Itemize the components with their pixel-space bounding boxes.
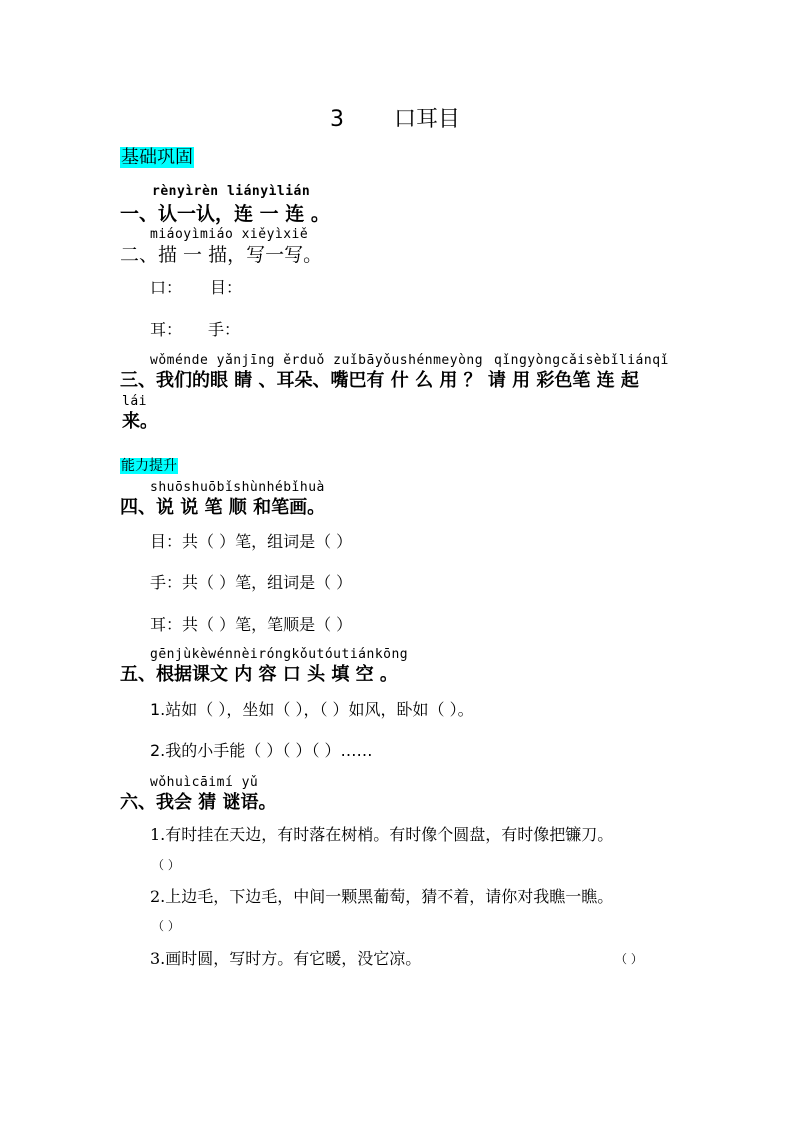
q2-blank-mu: 目： — [210, 278, 243, 297]
q3-pinyin-b: qǐngyòngcǎisèbǐliánqǐ — [494, 353, 669, 368]
lesson-title: 口耳目 — [394, 107, 461, 132]
q4-line-mu: 目：共（ ）笔，组词是（ ） — [150, 532, 353, 551]
page-title — [330, 102, 460, 133]
q4-line-shou: 手：共（ ）笔，组词是（ ） — [150, 573, 353, 592]
q6-heading: 六、我会 猜 谜语。 — [120, 792, 277, 813]
q3-pinyin-c: lái — [122, 394, 147, 409]
section-basic-text: 基础巩固 — [121, 147, 193, 168]
riddle-1-answer-blank: （ ） — [152, 858, 180, 872]
q6-pinyin: wǒhuìcāimí yǔ — [150, 775, 259, 790]
q4-heading: 四、说 说 笔 顺 和笔画。 — [120, 497, 326, 518]
lesson-number: 3 — [330, 107, 344, 132]
q5-heading: 五、根据课文 内 容 口 头 填 空 。 — [120, 664, 398, 685]
q5-line-2: 2.我的小手能（ ）（ ）（ ）…… — [150, 741, 373, 760]
q2-pinyin: miáoyìmiáo xiěyìxiě — [150, 227, 309, 242]
q4-pinyin: shuōshuōbǐshùnhébǐhuà — [150, 480, 325, 495]
q2-blank-shou: 手： — [208, 320, 241, 339]
q5-pinyin: gēnjùkèwénnèiróngkǒutóutiánkōng — [150, 647, 409, 662]
q4-line-er: 耳：共（ ）笔，笔顺是（ ） — [150, 615, 353, 634]
q2-blank-er: 耳： — [150, 320, 183, 339]
section-advanced-label — [120, 456, 178, 476]
riddle-2: 2.上边毛，下边毛，中间一颗黑葡萄，猜不着，请你对我瞧一瞧。 — [150, 887, 614, 906]
section-advanced-text: 能力提升 — [121, 458, 177, 474]
q1-heading: 一、认一认，连 一 连 。 — [120, 203, 330, 225]
q3-heading: 三、我们的眼 睛 、耳朵、嘴巴有 什 么 用 ？ 请 用 彩色笔 连 起 — [120, 370, 639, 391]
q2-blank-kou: 口： — [150, 278, 183, 297]
q1-pinyin: rènyìrèn liányìlián — [152, 184, 311, 199]
q2-heading: 二、描 一 描，写一写。 — [120, 244, 323, 266]
q5-line-1: 1.站如（ ），坐如（ ），（ ）如风，卧如（ ）。 — [150, 700, 474, 719]
riddle-3: 3.画时圆，写时方。有它暖，没它凉。 — [150, 949, 422, 968]
riddle-1: 1.有时挂在天边，有时落在树梢。有时像个圆盘，有时像把镰刀。 — [150, 825, 614, 844]
q3-heading-cont: 来。 — [122, 411, 158, 432]
riddle-3-answer-blank: （ ） — [615, 952, 643, 966]
q3-pinyin-a: wǒménde yǎnjīng ěrduǒ zuǐbāyǒushénmeyòng — [150, 353, 484, 368]
riddle-2-answer-blank: （ ） — [152, 919, 180, 933]
section-basic-label — [120, 146, 194, 170]
